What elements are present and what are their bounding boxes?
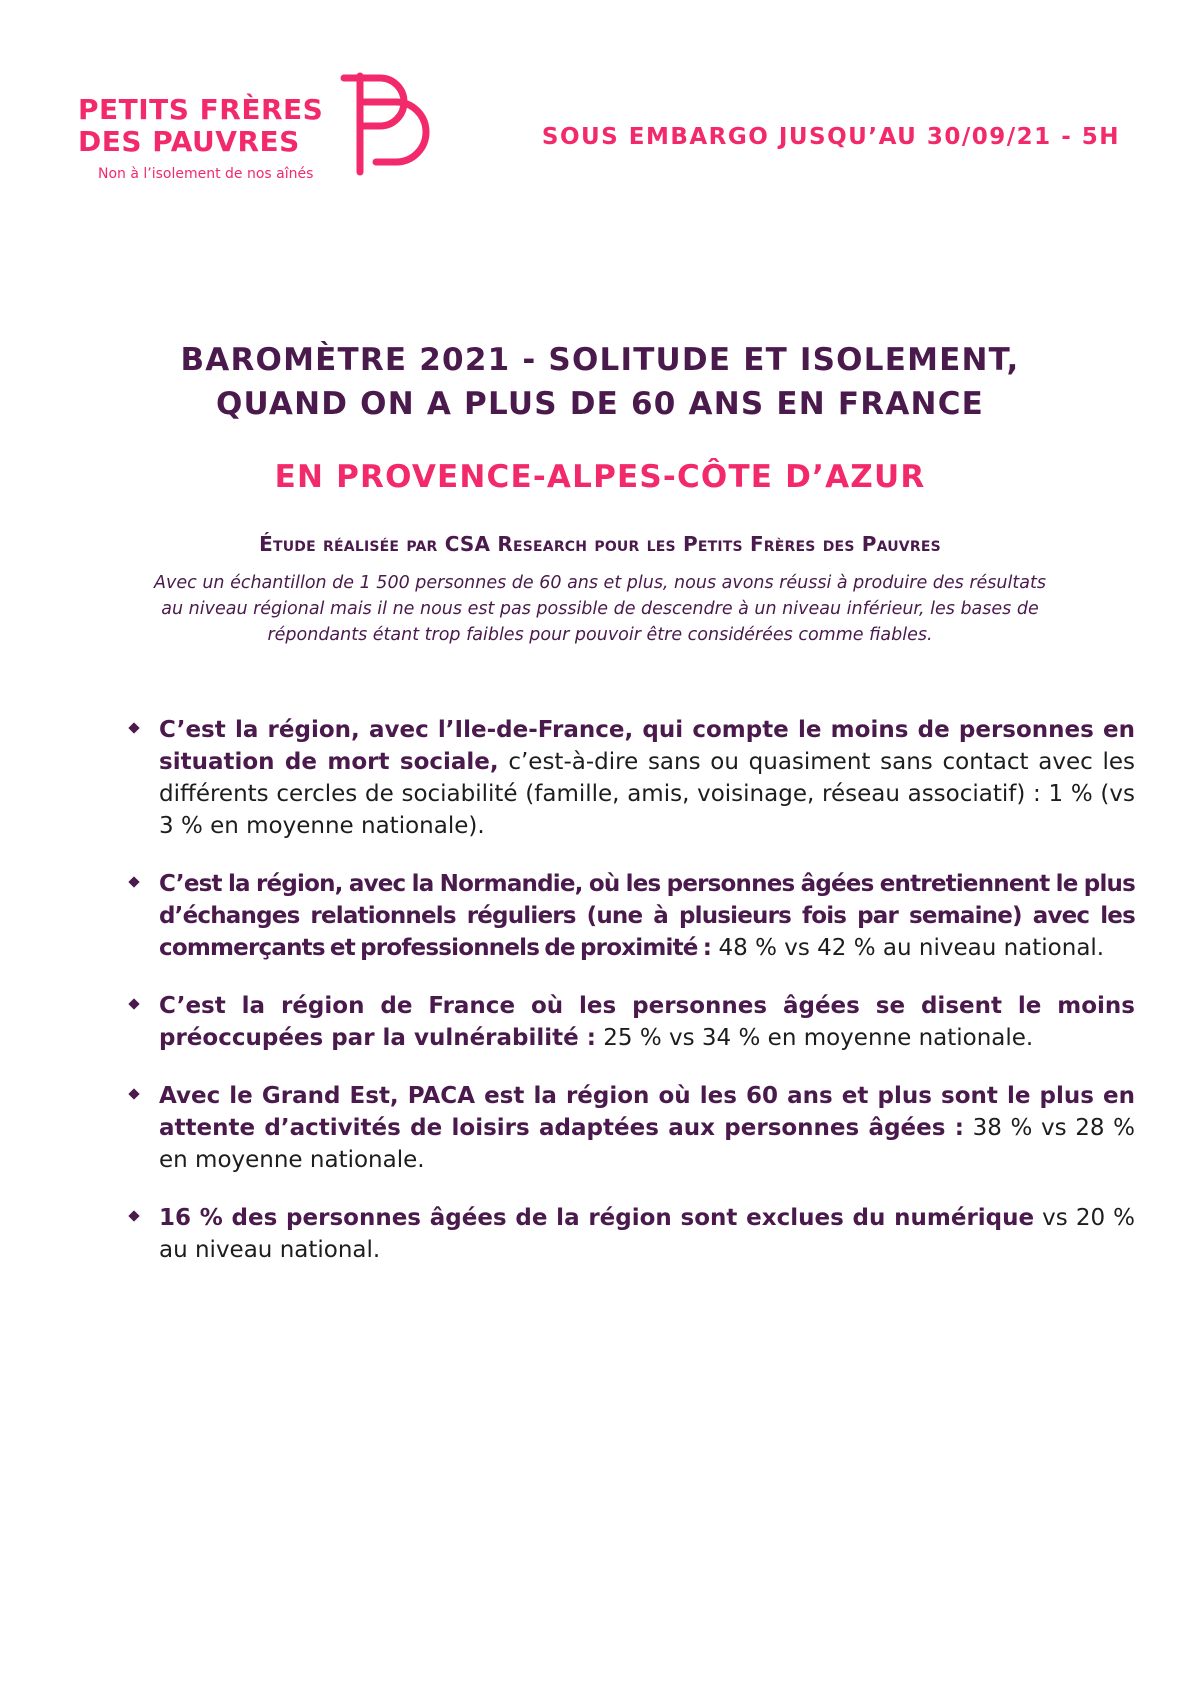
finding-text: c’est-à-dire sans ou quasiment sans contact avec les différents cercles de sociabilité (famille, amis, voisinage, réseau associatif) : 1 % (vs 3 % en moyenne nationale). — [159, 749, 1135, 839]
brand-logo — [78, 70, 458, 190]
logo-p-mark-icon — [340, 72, 438, 176]
logo-tagline: Non à l’isolement de nos aînés — [98, 166, 314, 182]
finding-text: vs 20 % au niveau national. — [159, 1205, 1135, 1263]
finding-text: 25 % vs 34 % en moyenne nationale. — [595, 1025, 1034, 1051]
note-line-3: répondants étant trop faibles pour pouvoir être considérées comme fiables. — [267, 625, 933, 645]
title-line-2: QUAND ON A PLUS DE 60 ANS EN FRANCE — [215, 386, 985, 422]
finding-highlight: C’est la région de France où les personnes âgées se disent le moins préoccupées par la vulnérabilité : — [159, 993, 1135, 1051]
embargo-notice: SOUS EMBARGO JUSQU’AU 30/09/21 - 5H — [541, 124, 1120, 150]
logo-name-line1: PETITS FRÈRES — [78, 93, 324, 126]
list-item — [125, 868, 1135, 964]
findings-list — [125, 714, 1135, 1292]
finding-highlight: 16 % des personnes âgées de la région sont exclues du numérique — [159, 1205, 1035, 1231]
study-credit: Étude réalisée par CSA Research pour les Petits Frères des Pauvres — [259, 532, 941, 556]
diamond-bullet-icon — [129, 877, 140, 888]
logo-name-line2: DES PAUVRES — [78, 125, 300, 158]
methodology-note — [80, 570, 1120, 648]
finding-highlight: C’est la région, avec la Normandie, où les personnes âgées entretiennent le plus d’échanges relationnels réguliers (une à plusieurs fois par semaine) avec les commerçants et professionnels de proximité : — [159, 871, 1135, 961]
list-item — [125, 1080, 1135, 1176]
list-item — [125, 990, 1135, 1054]
list-item — [125, 1202, 1135, 1266]
finding-text: 48 % vs 42 % au niveau national. — [711, 935, 1105, 961]
finding-highlight: C’est la région, avec l’Ile-de-France, qui compte le moins de personnes en situation de mort sociale, — [159, 717, 1135, 775]
note-line-1: Avec un échantillon de 1 500 personnes de 60 ans et plus, nous avons réussi à produire des résultats — [154, 573, 1046, 593]
diamond-bullet-icon — [129, 723, 140, 734]
diamond-bullet-icon — [129, 1211, 140, 1222]
document-title — [100, 338, 1100, 426]
region-heading: EN PROVENCE-ALPES-CÔTE D’AZUR — [274, 459, 926, 495]
diamond-bullet-icon — [129, 999, 140, 1010]
list-item — [125, 714, 1135, 842]
finding-text: 38 % vs 28 % en moyenne nationale. — [159, 1115, 1135, 1173]
finding-highlight: Avec le Grand Est, PACA est la région où les 60 ans et plus sont le plus en attente d’activités de loisirs adaptées aux personnes âgées : — [159, 1083, 1135, 1141]
diamond-bullet-icon — [129, 1089, 140, 1100]
title-line-1: BAROMÈTRE 2021 - SOLITUDE ET ISOLEMENT, — [180, 342, 1020, 378]
note-line-2: au niveau régional mais il ne nous est pas possible de descendre à un niveau inférieur, les bases de — [161, 599, 1039, 619]
